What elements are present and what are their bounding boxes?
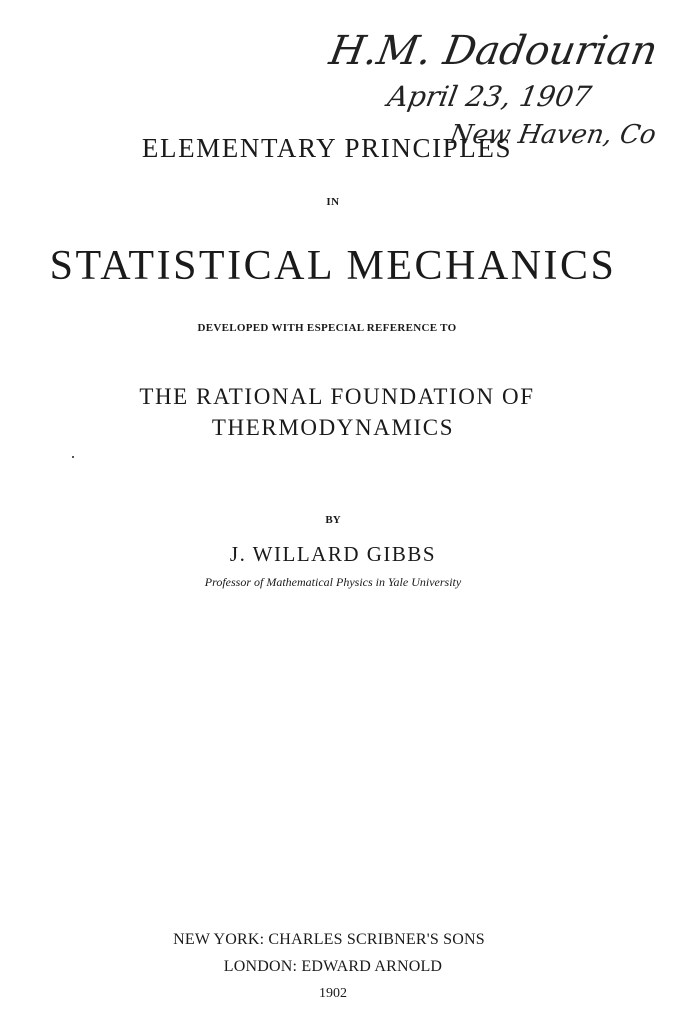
author-affiliation: Professor of Mathematical Physics in Yale University — [204, 575, 462, 589]
signature-name: H.M. Dadourian — [325, 28, 661, 74]
main-title: STATISTICAL MECHANICS — [49, 243, 617, 289]
subtitle-line-2: THERMODYNAMICS — [211, 415, 455, 440]
signature-place: New Haven, Co — [447, 120, 659, 150]
author-name: J. WILLARD GIBBS — [229, 542, 437, 566]
signature-date: April 23, 1907 — [385, 80, 594, 113]
subtitle-line-1: THE RATIONAL FOUNDATION OF — [139, 384, 535, 409]
imprint-line-1: NEW YORK: CHARLES SCRIBNER'S SONS — [173, 931, 485, 948]
title-line-1: ELEMENTARY PRINCIPLES — [141, 133, 513, 163]
subtitle-intro: DEVELOPED WITH ESPECIAL REFERENCE TO — [197, 322, 457, 334]
imprint-year: 1902 — [319, 986, 347, 1001]
title-connector: IN — [326, 196, 340, 208]
by-label: BY — [325, 514, 341, 526]
stray-mark — [72, 456, 74, 458]
imprint-line-2: LONDON: EDWARD ARNOLD — [223, 958, 443, 975]
